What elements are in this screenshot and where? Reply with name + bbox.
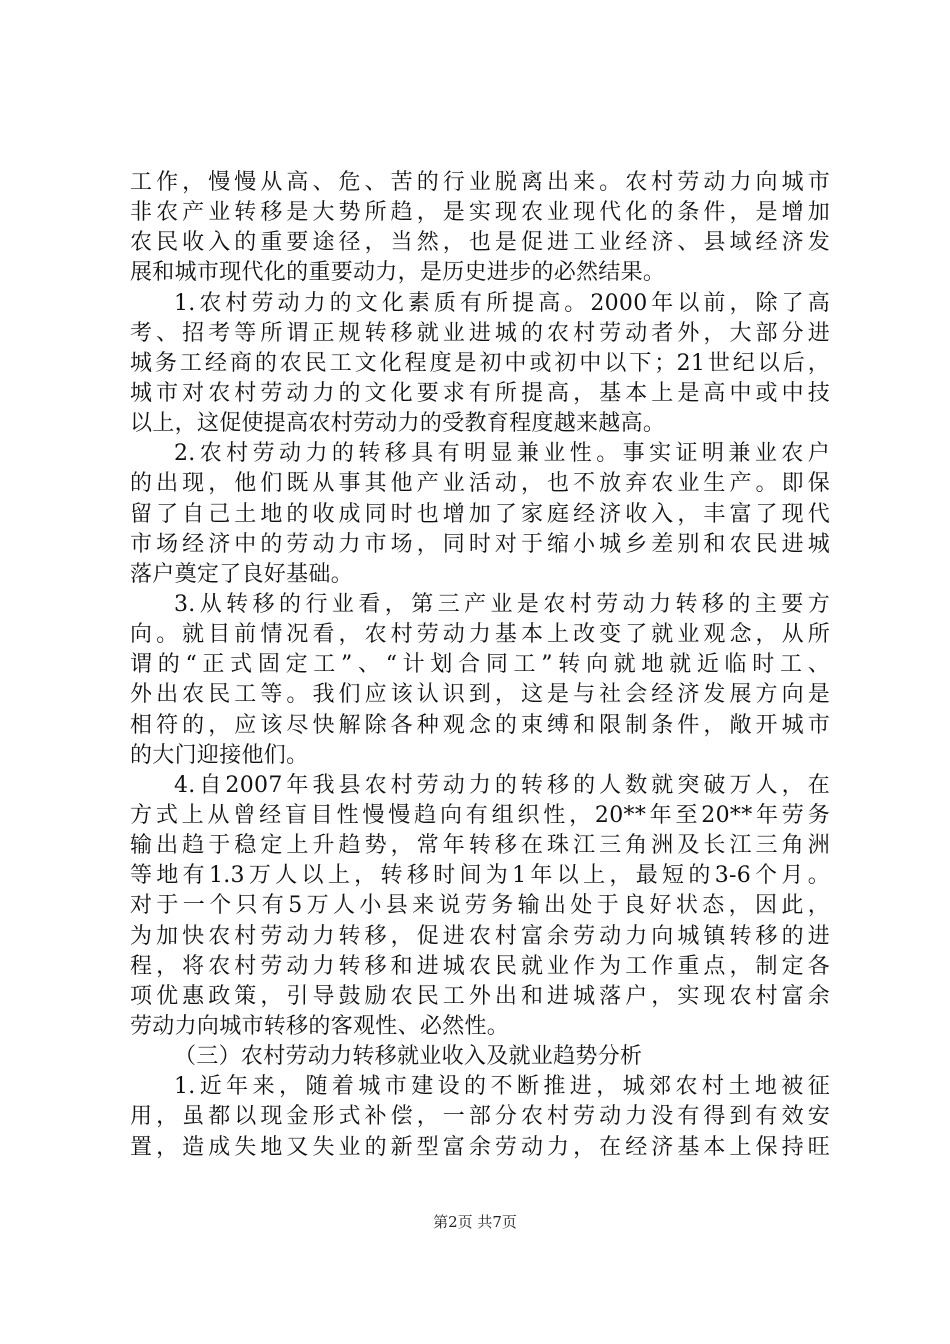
paragraph-continuation (130, 168, 830, 289)
text-line: 落户奠定了良好基础。 (130, 561, 354, 587)
text-line: 劳动力向城市转移的客观性、必然性。 (130, 1013, 510, 1039)
text-line: 2.农村劳动力的转移具有明显兼业性。事实证明兼业农户 (174, 441, 830, 467)
text-line: 展和城市现代化的重要动力，是历史进步的必然结果。 (130, 260, 666, 286)
text-line: 向。就目前情况看，农村劳动力基本上改变了就业观念，从所 (130, 622, 830, 648)
text-line: 对于一个只有5万人小县来说劳务输出处于良好状态，因此， (130, 893, 830, 919)
body-text (130, 168, 830, 1163)
text-line: 用，虽都以现金形式补偿，一部分农村劳动力没有得到有效安 (130, 1104, 830, 1130)
text-line: 城务工经商的农民工文化程度是初中或初中以下；21世纪以后， (130, 350, 830, 376)
text-line: 方式上从曾经盲目性慢慢趋向有组织性，20**年至20**年劳务 (130, 802, 830, 828)
text-line: 项优惠政策，引导鼓励农民工外出和进城落户，实现农村富余 (130, 983, 830, 1009)
section-heading: （三）农村劳动力转移就业收入及就业趋势分析 (174, 1044, 643, 1070)
text-line: 输出趋于稳定上升趋势，常年转移在珠江三角洲及长江三角洲 (130, 833, 830, 859)
text-line: 相符的，应该尽快解除各种观念的束缚和限制条件，敞开城市 (130, 712, 830, 738)
text-line: 程，将农村劳动力转移和进城农民就业作为工作重点，制定各 (130, 953, 830, 979)
text-line: 以上，这促使提高农村劳动力的受教育程度越来越高。 (130, 411, 666, 437)
paragraph-point-2 (130, 439, 830, 590)
text-line: 谓的“正式固定工”、“计划合同工”转向就地就近临时工、 (130, 652, 830, 678)
paragraph-point-1 (130, 289, 830, 440)
text-line: 1.近年来，随着城市建设的不断推进，城郊农村土地被征 (174, 1074, 830, 1100)
text-line: 非农产业转移是大势所趋，是实现农业现代化的条件，是增加 (130, 200, 830, 226)
text-line: 留了自己土地的收成同时也增加了家庭经济收入，丰富了现代 (130, 501, 830, 527)
paragraph-point-4 (130, 771, 830, 1042)
page-footer (0, 1212, 950, 1232)
text-line: 4.自2007年我县农村劳动力的转移的人数就突破万人，在 (174, 772, 830, 798)
text-line: 考、招考等所谓正规转移就业进城的农村劳动者外，大部分进 (130, 320, 830, 346)
text-line: 工作，慢慢从高、危、苦的行业脱离出来。农村劳动力向城市 (130, 170, 830, 195)
text-line: 3.从转移的行业看，第三产业是农村劳动力转移的主要方 (174, 591, 830, 617)
text-line: 等地有1.3万人以上，转移时间为1年以上，最短的3-6个月。 (130, 863, 830, 889)
text-line: 外出农民工等。我们应该认识到，这是与社会经济发展方向是 (130, 682, 830, 708)
page-number: 第2页 共7页 (433, 1213, 517, 1231)
text-line: 为加快农村劳动力转移，促进农村富余劳动力向城镇转移的进 (130, 923, 830, 949)
text-line: 城市对农村劳动力的文化要求有所提高，基本上是高中或中技 (130, 380, 830, 406)
text-line: 的大门迎接他们。 (130, 742, 309, 768)
text-line: 农民收入的重要途径，当然，也是促进工业经济、县域经济发 (130, 230, 830, 256)
text-line: 的出现，他们既从事其他产业活动，也不放弃农业生产。即保 (130, 471, 830, 497)
paragraph-point-3 (130, 590, 830, 771)
paragraph-section3-point-1 (130, 1072, 830, 1162)
text-line: 1.农村劳动力的文化素质有所提高。2000年以前，除了高 (174, 290, 830, 316)
text-line: 置，造成失地又失业的新型富余劳动力，在经济基本上保持旺 (130, 1134, 830, 1160)
text-line: 市场经济中的劳动力市场，同时对于缩小城乡差别和农民进城 (130, 531, 830, 557)
